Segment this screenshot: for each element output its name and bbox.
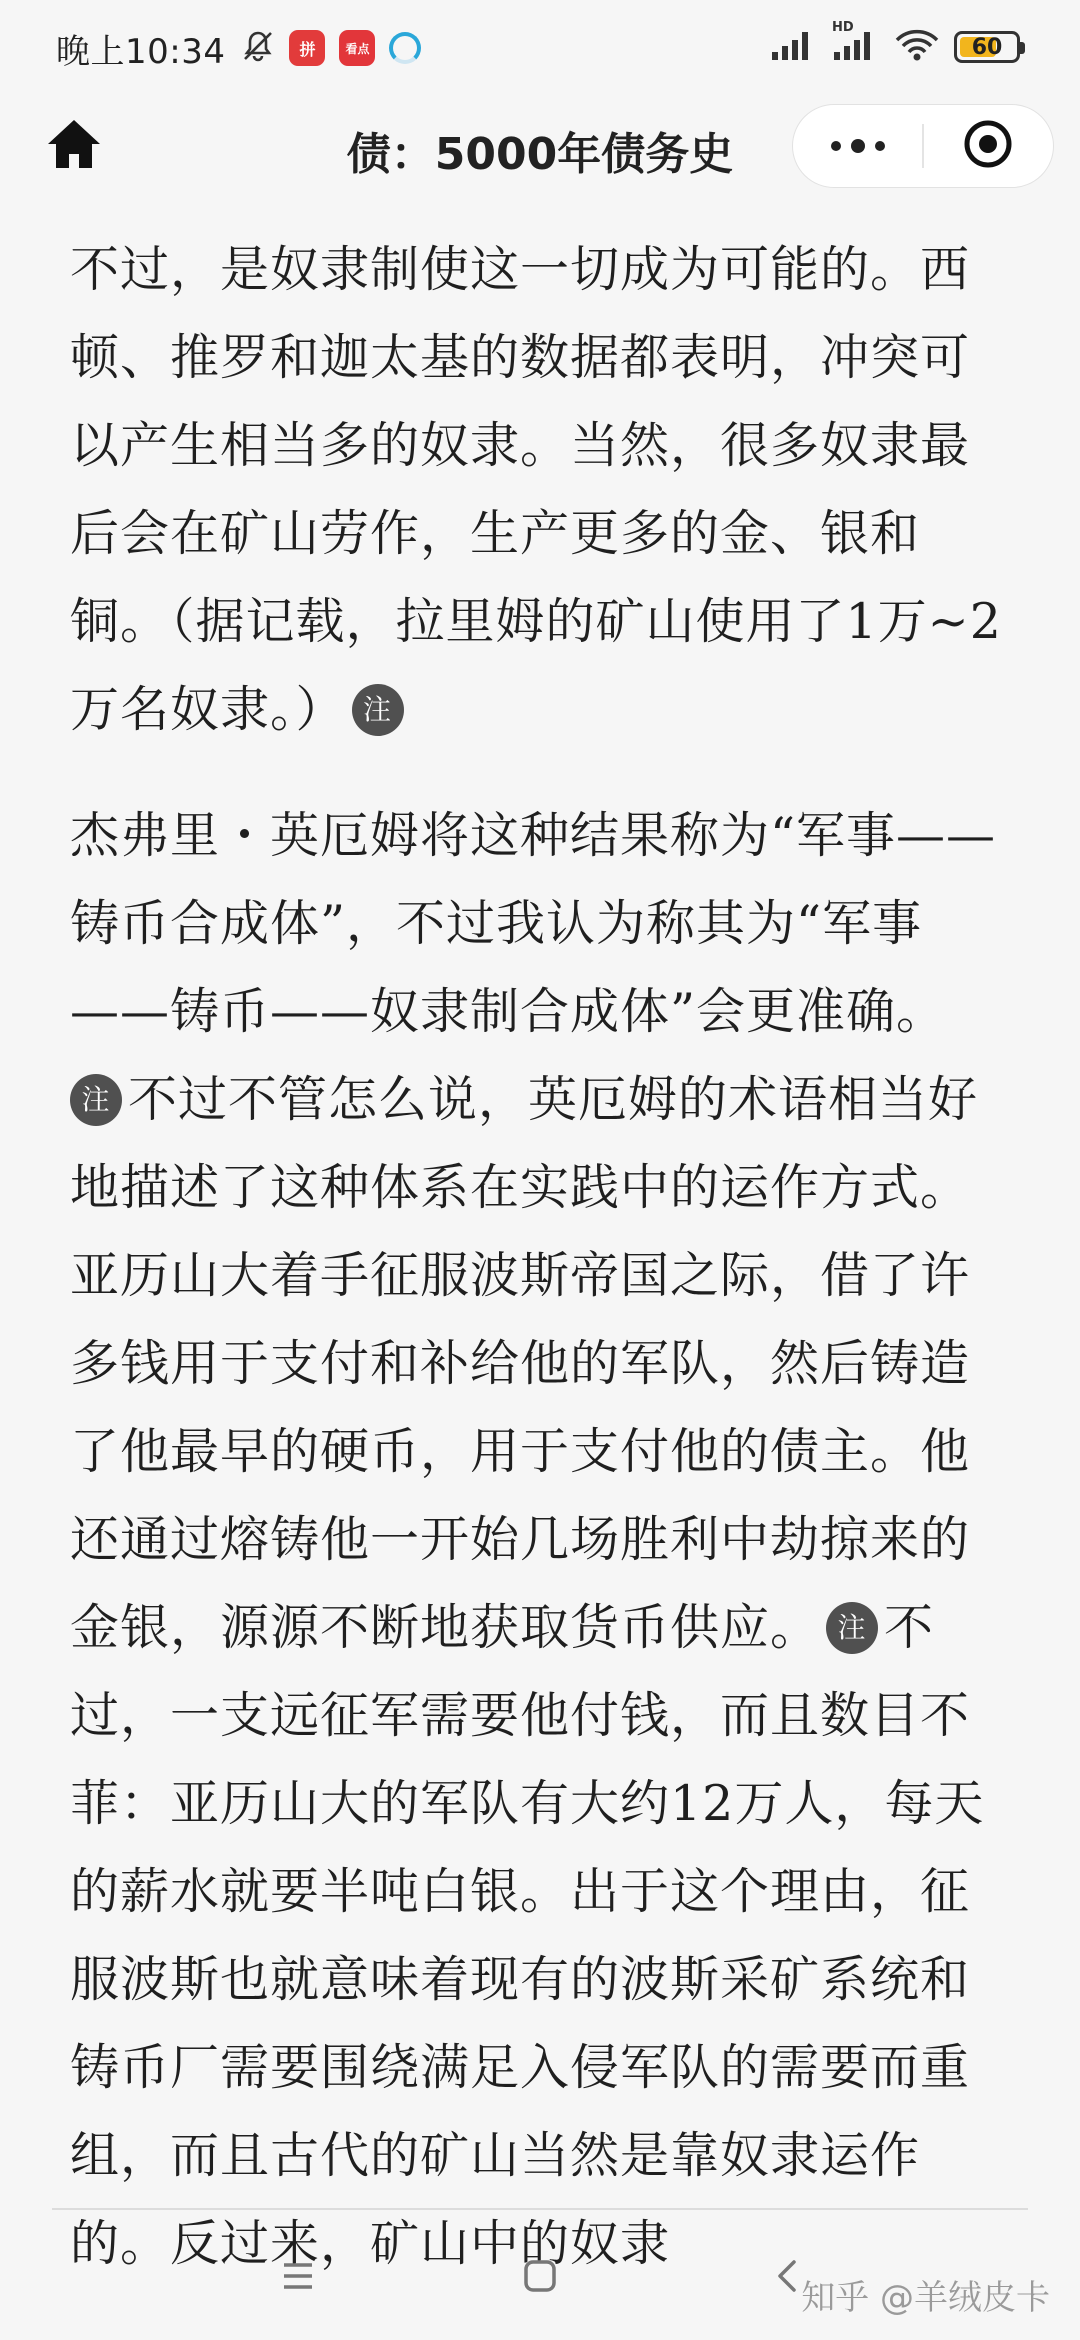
footnote-button[interactable]: 注 (70, 1074, 122, 1126)
app-badge-icon: 看点 (339, 30, 375, 66)
system-nav-bar (0, 2212, 1080, 2340)
page-title: 债：5000年债务史 (346, 129, 734, 180)
paragraph-text: 杰弗里・英厄姆将这种结果称为“军事——铸币合成体”，不过我认为称其为“军事——铸币——奴隶制合成体”会更准确。 (70, 807, 997, 1040)
app-badge-icon: 拼 (289, 30, 325, 66)
home-nav-button[interactable] (510, 2248, 570, 2308)
app-ring-icon (389, 32, 421, 64)
paragraph (70, 792, 1014, 2288)
square-home-icon (520, 2256, 560, 2300)
signal-icon (770, 28, 818, 66)
paragraph-text: 不过，一支远征军需要他付钱，而且数目不菲：亚历山大的军队有大约12万人，每天的薪水就要半吨白银。出于这个理由，征服波斯也就意味着现有的波斯采矿系统和铸币厂需要围绕满足入侵军队的需要而重组，而且古代的矿山当然是靠奴隶运作的。反过来，矿山中的奴隶 (70, 1599, 985, 2272)
watermark: 知乎 @羊绒皮卡 (801, 2278, 1050, 2318)
close-circle-icon (962, 118, 1014, 174)
signal-hd-icon: HD (832, 28, 880, 66)
nav-divider (52, 2208, 1028, 2210)
recent-apps-button[interactable] (268, 2248, 328, 2308)
book-content[interactable] (70, 226, 1014, 2326)
paragraph-text: 不过，是奴隶制使这一切成为可能的。西顿、推罗和迦太基的数据都表明，冲突可以产生相当多的奴隶。当然，很多奴隶最后会在矿山劳作，生产更多的金、银和铜。（据记载，拉里姆的矿山使用了1万~2万名奴隶。） (70, 241, 1002, 738)
status-time: 晚上10:34 (56, 31, 226, 72)
more-button[interactable] (793, 104, 922, 188)
status-system-icons (770, 20, 1020, 66)
battery-icon (954, 31, 1020, 63)
capsule-menu (792, 104, 1054, 188)
close-button[interactable] (924, 104, 1053, 188)
battery-level: 60 (971, 34, 1003, 60)
mute-bell-icon (241, 29, 275, 67)
wifi-icon (894, 28, 940, 66)
status-bar (0, 0, 1080, 96)
status-notification-icons (241, 29, 421, 67)
paragraph (70, 226, 1014, 754)
mini-program-header (0, 96, 1080, 196)
menu-icon (278, 2258, 318, 2298)
footnote-button[interactable]: 注 (826, 1602, 878, 1654)
footnote-button[interactable]: 注 (352, 684, 404, 736)
paragraph-text: 不过不管怎么说，英厄姆的术语相当好地描述了这种体系在实践中的运作方式。亚历山大着手征服波斯帝国之际，借了许多钱用于支付和补给他的军队，然后铸造了他最早的硬币，用于支付他的债主。他还通过熔铸他一开始几场胜利中劫掠来的金银，源源不断地获取货币供应。 (70, 1071, 979, 1656)
more-icon (831, 139, 885, 153)
